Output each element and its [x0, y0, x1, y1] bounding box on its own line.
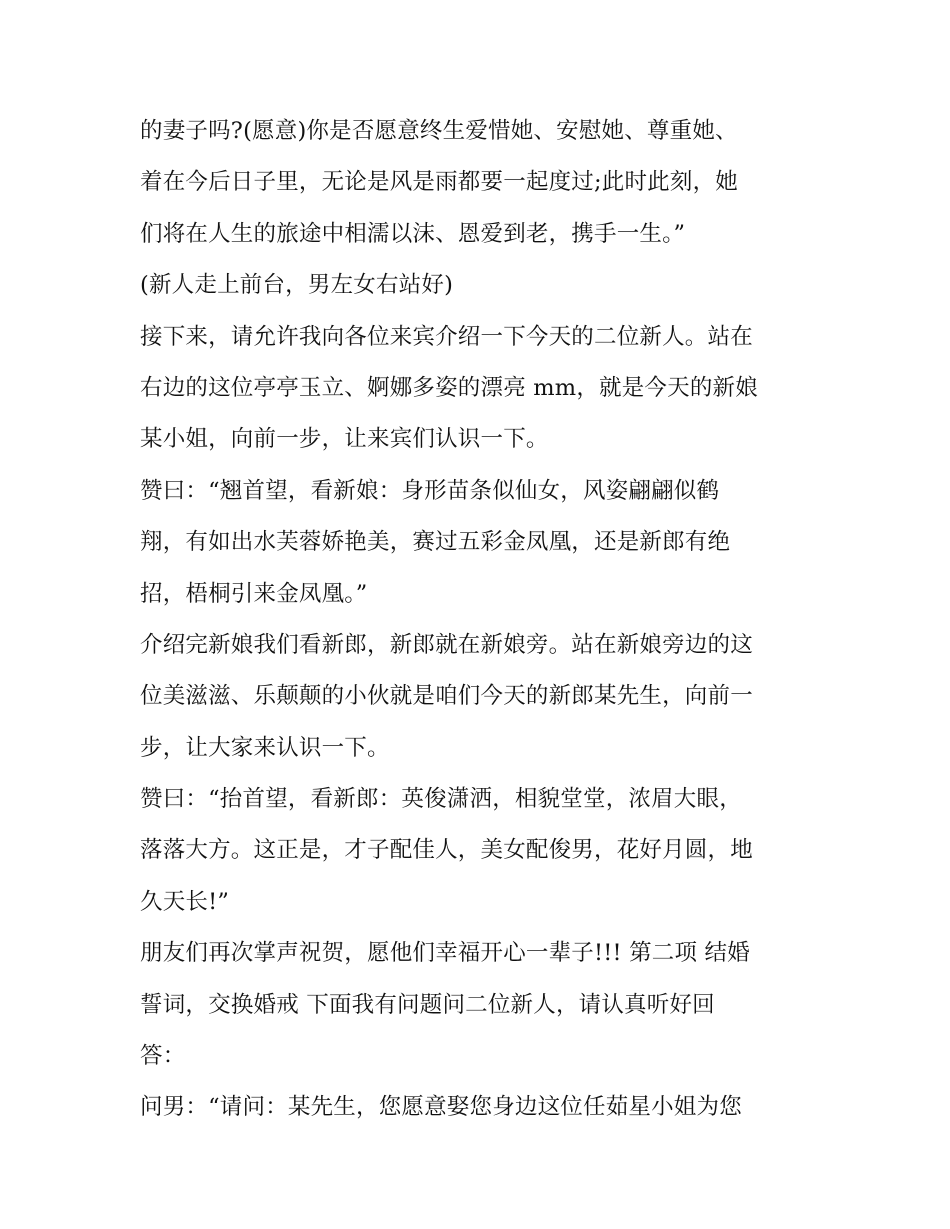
text-line: 步，让大家来认识一下。 — [140, 734, 390, 761]
text-line: 久天长!” — [140, 888, 230, 915]
text-line: 答： — [140, 1043, 186, 1070]
text-line: 赞曰：“抬首望，看新郎：英俊潇洒，相貌堂堂，浓眉大眼， — [140, 786, 742, 813]
text-line: 们将在人生的旅途中相濡以沫、恩爱到老，携手一生。” — [140, 220, 686, 247]
text-line: 的妻子吗?(愿意)你是否愿意终生爱惜她、安慰她、尊重她、 — [140, 118, 738, 144]
text-line: 誓词，交换婚戒 下面我有问题问二位新人，请认真听好回 — [140, 991, 715, 1018]
text-line: 招，梧桐引来金凤凰。” — [140, 580, 368, 607]
text-line: 接下来，请允许我向各位来宾介绍一下今天的二位新人。站在 — [140, 323, 753, 350]
text-line: 朋友们再次掌声祝贺，愿他们幸福开心一辈子!!! 第二项 结婚 — [140, 940, 750, 967]
text-line: 介绍完新娘我们看新郎，新郎就在新娘旁。站在新娘旁边的这 — [140, 631, 753, 658]
document-body — [140, 106, 820, 1134]
text-line: 问男：“请问：某先生，您愿意娶您身边这位任茹星小姐为您 — [140, 1094, 742, 1121]
text-line: 某小姐，向前一步，让来宾们认识一下。 — [140, 426, 549, 453]
text-line: 赞曰：“翘首望，看新娘：身形苗条似仙女，风姿翩翩似鹤 — [140, 477, 720, 504]
text-line: (新人走上前台，男左女右站好) — [140, 272, 454, 299]
text-line: 翔，有如出水芙蓉娇艳美，赛过五彩金凤凰，还是新郎有绝 — [140, 529, 731, 556]
text-line: 着在今后日子里，无论是风是雨都要一起度过;此时此刻，她 — [140, 169, 738, 196]
text-line: 位美滋滋、乐颠颠的小伙就是咱们今天的新郎某先生，向前一 — [140, 683, 753, 710]
text-line: 右边的这位亭亭玉立、婀娜多姿的漂亮 mm，就是今天的新娘 — [140, 374, 758, 401]
text-line: 落落大方。这正是，才子配佳人，美女配俊男，花好月圆，地 — [140, 837, 753, 864]
